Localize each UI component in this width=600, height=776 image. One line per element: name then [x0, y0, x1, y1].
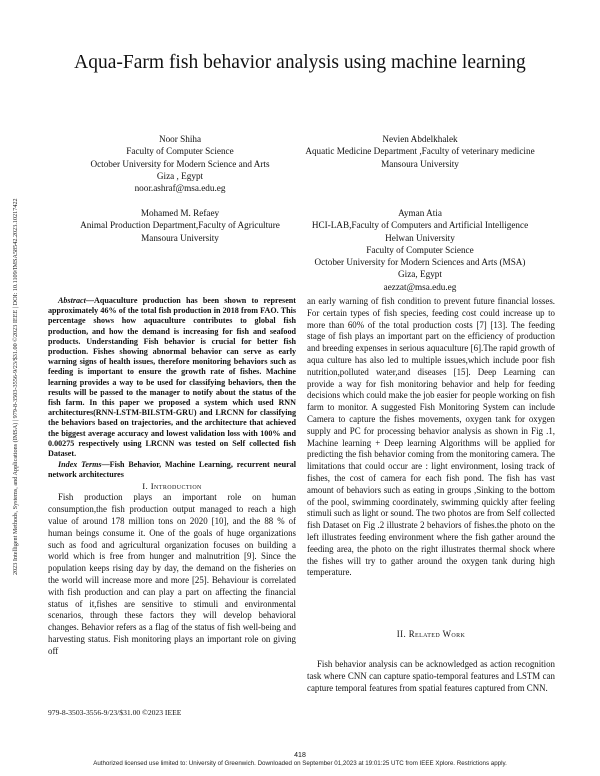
author-email: aezzat@msa.edu.eg	[383, 281, 457, 292]
index-terms-lead: Index Terms	[58, 460, 102, 470]
author-location: Giza , Egypt	[156, 170, 204, 181]
index-terms-text: —Fish Behavior, Machine Learning, recurrent neural network architectures	[48, 460, 297, 480]
author-name: Ayman Atia	[398, 208, 442, 218]
abstract	[48, 296, 296, 459]
author-affiliation: October University for Modern Sciences and Arts (MSA)	[314, 257, 526, 268]
author-email: noor.ashraf@msa.edu.eg	[134, 183, 226, 194]
author-affiliation: Helwan University	[385, 232, 455, 243]
author-block-1	[65, 133, 295, 194]
abstract-lead: Abstract	[58, 296, 86, 305]
right-column	[307, 296, 555, 579]
author-name: Nevien Abdelkhalek	[382, 134, 458, 144]
author-affiliation: Aquatic Medicine Department ,Faculty of veterinary medicine	[305, 146, 535, 157]
author-affiliation: Mansoura University	[141, 232, 219, 243]
license-footer: Authorized licensed use limited to: University of Greenwich. Downloaded on September 01,2023 at 19:01:25 UTC from IEEE Xplore. Restrictions apply.	[93, 760, 507, 767]
related-work-text: Fish behavior analysis can be acknowledged as action recognition task where CNN can capture spatio-temporal features and LSTM can capture temporal features from spatial features captured from CNN.	[307, 659, 555, 693]
author-location: Giza, Egypt	[398, 269, 442, 280]
intro-paragraph-continued: an early warning of fish condition to prevent future financial losses. For certain types of fish species, feeding cost could increase up to more than 60% of the total production costs [7] [13]. The feeding stage of fish plays an important part on the efficiency of production and breeding expenses in serious aquaculture [6].The rapid growth of aqua culture has also led to multiple issues,which include poor fish nutrition,polluted water,and diseases [15]. Deep Learning can provide a way for fish monitoring behavior and help for feeding decisions which could make the job easier for people working on fish farm to monitor. A suggested Fish Monitoring System can include Camera to capture the fishes movements, oxygen tank for oxygen supply and PC for processing behavior analysis as shown in Fig .1, Machine learning + Deep learning Algorithms will be applied for predicting the fish behavior coming from the monitoring camera. The limitations that could occur are : light environment, losing track of fishes, the cost of camera for each fish pond. The fish has vast amount of behaviors such as eating in groups ,Sinking to the bottom of the pool, swimming coordinately, swimming quickly after feeling stimuli such as light or sound. The two photos are from Self collected fish Dataset on Fig .2 illustrate 2 behaviors of fishes.the photo on the left illustrates feeding environment where the fish gather around the feeding area, the photo on the right illustrates thermal shock where the fishes will try to gather around the oxygen tank during high temperature.	[307, 296, 555, 578]
author-affiliation: Faculty of Computer Science	[366, 244, 474, 255]
section-heading-introduction: I. Introduction	[142, 480, 202, 491]
author-affiliation: October University for Modern Science and Arts	[90, 158, 270, 169]
section-heading-related-work: II. Related Work	[396, 629, 466, 639]
page-number: 418	[294, 752, 306, 759]
author-block-3	[45, 207, 315, 244]
author-affiliation: Faculty of Computer Science	[126, 146, 234, 157]
author-block-2	[290, 133, 550, 170]
paper-title: Aqua-Farm fish behavior analysis using machine learning	[74, 52, 526, 73]
author-name: Mohamed M. Refaey	[140, 208, 220, 218]
author-name: Noor Shiha	[158, 134, 202, 144]
doi-sidebar: 2023 Intelligent Methods, Systems, and Applications (IMSA) | 979-8-3503-3556-9/23/$31.00 ©2023 IEEE | DOI: 10.1109/IMSA58542.2023.10217422	[12, 198, 19, 575]
author-affiliation: HCI-LAB,Faculty of Computers and Artificial Intelligence	[311, 220, 529, 231]
author-affiliation: Animal Production Department,Faculty of Agriculture	[80, 220, 280, 231]
related-work-paragraph	[307, 659, 555, 694]
author-affiliation: Mansoura University	[381, 158, 459, 169]
author-block-4	[290, 207, 550, 293]
abstract-text: —Aquaculture production has been shown to represent approximately 46% of the total fish production in 2018 from FAO. This percentage shows how aquaculture contributes to global fish production, and how the demand is increasing for fish and seafood products. Understanding Fish behavior is crucial for better fish production. Fishes showing abnormal behavior can serve as early warning signs of health issues, therefore monitoring behaviors such as feeding is important to ensure the growth rate of fishes. Machine learning provides a way to be used for classifying behaviors, then the results will be passed to the manager to notify about the status of the fish farm. In this paper we proposed a system which used RNN architectures(RNN-LSTM-BILSTM-GRU) and LRCNN for classifying the behaviors based on trajectories, and the architecture that achieved the biggest average accuracy and lowest validation loss with 100% and 0.00275 respectively using LRCNN was tested on Self collected fish Dataset.	[48, 296, 296, 459]
copyright-notice: 979-8-3503-3556-9/23/$31.00 ©2023 IEEE	[48, 708, 182, 717]
index-terms	[48, 460, 296, 480]
intro-paragraph: Fish production plays an important role on human consumption,the fish production output managed to reach a high value of around 178 million tons on 2020 [10], and the 88 % of human beings consume it. One of the goals of huge organizations such as food and agricultural organization focuses on building a world which is free from hunger and malnutrition [9]. Since the population keeps rising day by day, the demand on the fisheries on the world will increase more and more [25]. Behaviour is correlated with fish production and can play a part on affecting the financial status of it,fishes are sensitive to stimuli and environmental scenarios, through these factors they will develop behavioral changes. Behavior refers as a flag of the status of fish well-being and harvesting status. Fish monitoring plays an important role on giving off	[48, 492, 296, 656]
left-column	[48, 296, 296, 658]
